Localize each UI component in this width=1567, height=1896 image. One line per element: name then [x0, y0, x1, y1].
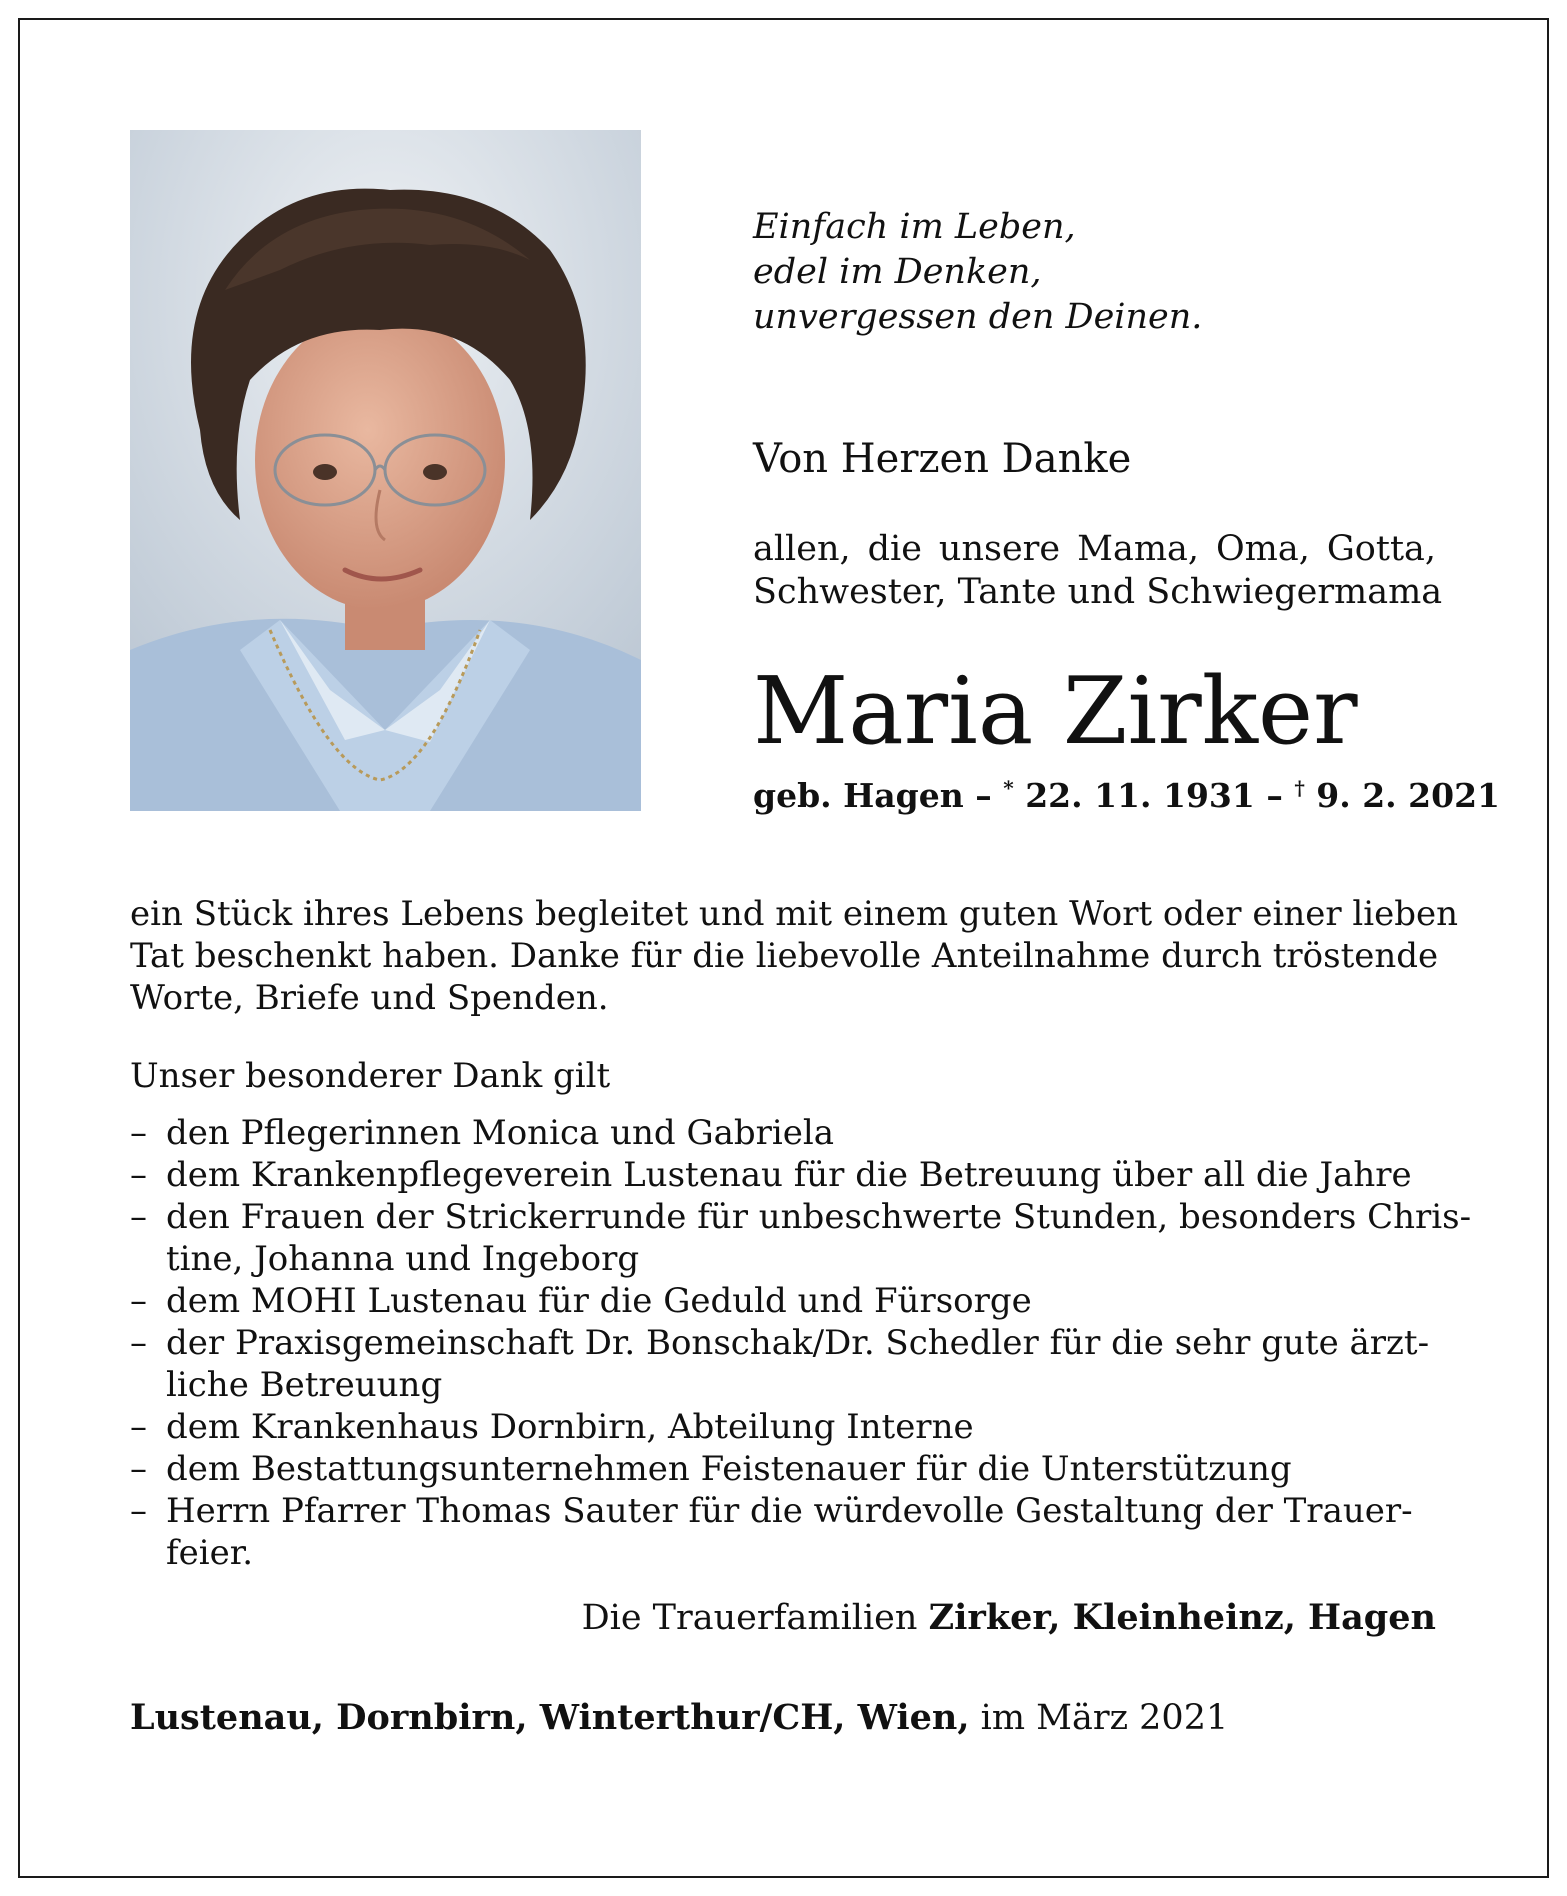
date: im März 2021 — [969, 1698, 1229, 1738]
list-item-text: den Frauen der Strickerrunde für unbeschwerte Stunden, besonders Chris- — [166, 1197, 1472, 1237]
list-item-text: tine, Johanna und Ingeborg — [166, 1239, 640, 1279]
family-names: Zirker, Kleinheinz, Hagen — [928, 1597, 1436, 1638]
portrait-photo — [130, 130, 641, 811]
body-line: Tat beschenkt haben. Danke für die liebevolle Anteilnahme durch tröstende — [130, 936, 1439, 976]
list-item — [130, 1490, 1436, 1574]
portrait-illustration — [130, 130, 641, 811]
list-item — [130, 1280, 1436, 1322]
death-date: 9. 2. 2021 — [1304, 776, 1501, 815]
list-dash: – — [130, 1491, 147, 1531]
addressee-line: allen, die unsere Mama, Oma, Gotta, — [753, 529, 1436, 569]
family-signature — [582, 1597, 1436, 1638]
birth-date: 22. 11. 1931 — [1013, 776, 1255, 815]
body-line: Worte, Briefe und Spenden. — [130, 978, 609, 1018]
deceased-name: Maria Zirker — [753, 657, 1358, 765]
list-item-text: dem Bestattungsunternehmen Feistenauer für die Unterstützung — [166, 1449, 1292, 1489]
list-item-text: feier. — [166, 1533, 254, 1573]
list-item-text: dem Krankenhaus Dornbirn, Abteilung Interne — [166, 1407, 974, 1447]
list-item — [130, 1112, 1436, 1154]
motto-line: unvergessen den Deinen. — [753, 297, 1203, 337]
death-symbol: † — [1294, 776, 1305, 800]
list-intro: Unser besonderer Dank gilt — [130, 1056, 611, 1096]
thanks-body — [130, 893, 1459, 1019]
thanks-heading: Von Herzen Danke — [753, 436, 1132, 482]
list-item-text: Herrn Pfarrer Thomas Sauter für die würdevolle Gestaltung der Trauer- — [166, 1491, 1413, 1531]
list-dash: – — [130, 1323, 147, 1363]
list-dash: – — [130, 1281, 147, 1321]
list-dash: – — [130, 1449, 147, 1489]
dash-separator: – — [1254, 776, 1295, 815]
list-dash: – — [130, 1113, 147, 1153]
life-dates — [753, 776, 1500, 815]
place-and-date — [130, 1697, 1228, 1738]
list-item — [130, 1448, 1436, 1490]
addressee-line: Schwester, Tante und Schwiegermama — [753, 572, 1443, 612]
addressee — [753, 528, 1443, 614]
motto-line: edel im Denken, — [753, 252, 1042, 292]
signature-prefix: Die Trauerfamilien — [581, 1598, 929, 1638]
body-line: ein Stück ihres Lebens begleitet und mit einem guten Wort oder einer lieben — [130, 894, 1459, 934]
motto-line: Einfach im Leben, — [753, 207, 1076, 247]
list-item-text: dem MOHI Lustenau für die Geduld und Fürsorge — [166, 1281, 1032, 1321]
thanks-list — [130, 1112, 1472, 1574]
list-item — [130, 1154, 1436, 1196]
list-dash: – — [130, 1407, 147, 1447]
list-item-text: den Pflegerinnen Monica und Gabriela — [166, 1113, 835, 1153]
list-item-text: der Praxisgemeinschaft Dr. Bonschak/Dr. Schedler für die sehr gute ärzt- — [166, 1323, 1430, 1363]
list-item — [130, 1196, 1472, 1280]
list-item — [130, 1322, 1436, 1406]
motto — [753, 205, 1202, 340]
list-dash: – — [130, 1197, 147, 1237]
dash-separator: – — [963, 776, 1004, 815]
list-item-text: liche Betreuung — [166, 1365, 443, 1405]
locations: Lustenau, Dornbirn, Winterthur/CH, Wien, — [130, 1697, 970, 1738]
list-item — [130, 1406, 1436, 1448]
birth-symbol: * — [1003, 776, 1014, 800]
birth-name: geb. Hagen — [753, 776, 964, 815]
list-dash: – — [130, 1155, 147, 1195]
list-item-text: dem Krankenpflegeverein Lustenau für die Betreuung über all die Jahre — [166, 1155, 1412, 1195]
